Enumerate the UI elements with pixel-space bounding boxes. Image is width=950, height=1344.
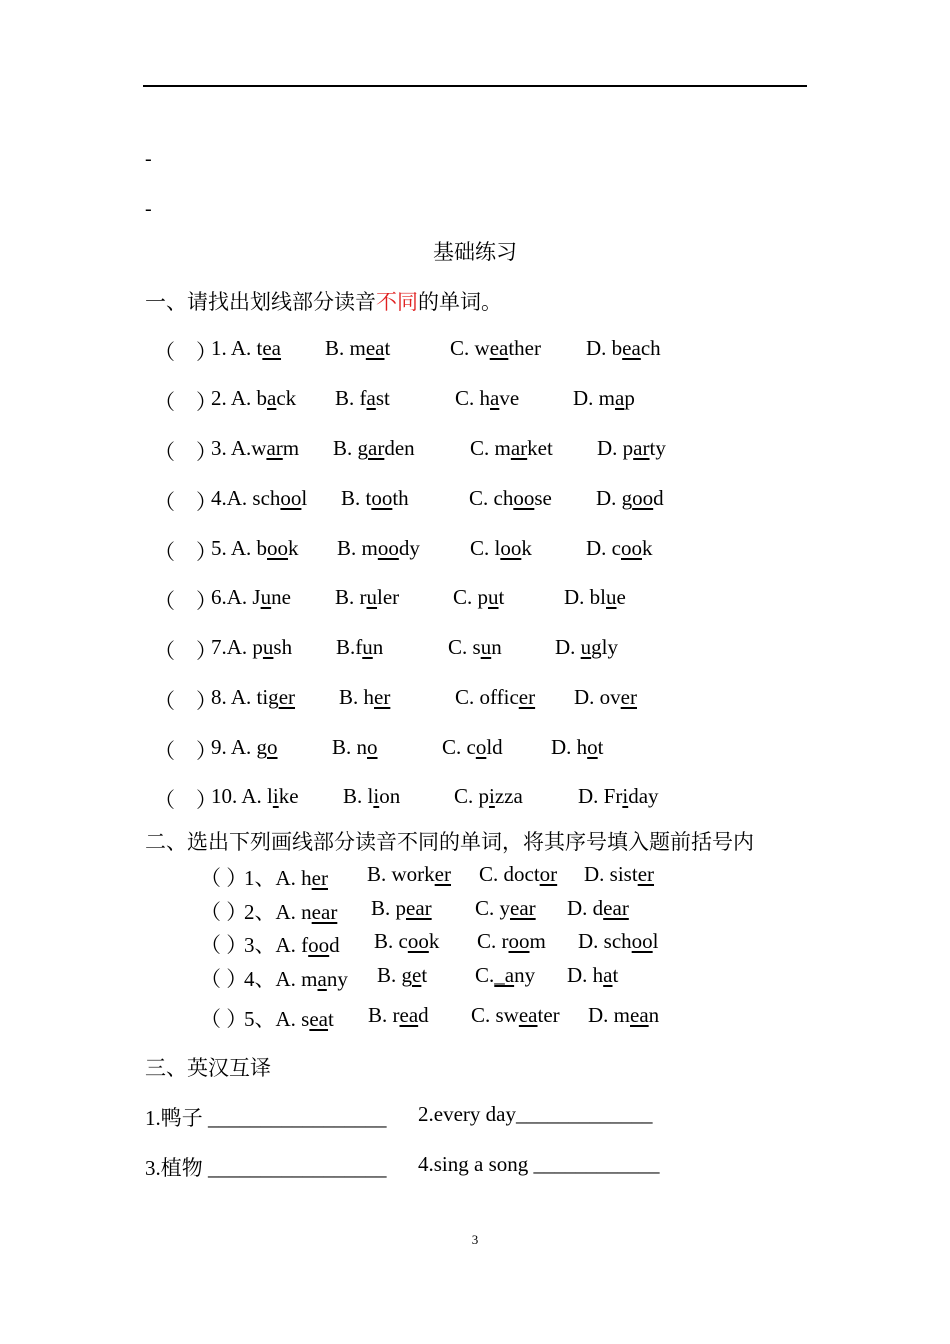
section3-heading: 三、英汉互译 <box>145 1056 271 1080</box>
option-d: D. Friday <box>578 784 659 808</box>
option-a: 2. A. back <box>211 386 297 410</box>
option-a: 10. A. like <box>211 784 299 808</box>
section2-heading: 二、选出下列画线部分读音不同的单词，将其序号填入题前括号内 <box>145 830 754 854</box>
translation-item: 1.鸭子 _________________ <box>145 1106 387 1130</box>
option-d: D. beach <box>586 336 661 360</box>
option-c: C. year <box>475 896 536 920</box>
option-b: B. pear <box>371 896 432 920</box>
option-a: 2、A. near <box>244 900 338 924</box>
option-b: B. meat <box>325 336 391 360</box>
option-a: 7.A. push <box>211 635 293 659</box>
option-d: D. ugly <box>555 635 619 659</box>
answer-paren: （ ） <box>154 689 217 713</box>
option-b: B. moody <box>337 536 420 560</box>
answer-paren: （ ） <box>200 933 248 957</box>
option-c: C. choose <box>469 486 552 510</box>
option-b: B. cook <box>374 929 440 953</box>
option-b: B. no <box>332 735 378 759</box>
dash-mark: - <box>145 148 152 170</box>
option-d: D. hot <box>551 735 604 759</box>
answer-paren: （ ） <box>200 900 248 924</box>
option-c: C. pizza <box>454 784 523 808</box>
option-c: C._any <box>475 963 536 987</box>
option-c: C. have <box>455 386 520 410</box>
option-a: 9. A. go <box>211 735 278 759</box>
option-a: 4、A. many <box>244 967 348 991</box>
option-c: C. look <box>470 536 532 560</box>
option-b: B. get <box>377 963 428 987</box>
answer-paren: （ ） <box>154 589 217 613</box>
option-d: D. dear <box>567 896 629 920</box>
answer-paren: （ ） <box>200 1007 248 1031</box>
option-c: C. put <box>453 585 505 609</box>
answer-paren: （ ） <box>154 788 217 812</box>
option-a: 1、A. her <box>244 866 328 890</box>
option-b: B. lion <box>343 784 401 808</box>
option-a: 8. A. tiger <box>211 685 296 709</box>
option-b: B. garden <box>333 436 415 460</box>
answer-paren: （ ） <box>200 866 248 890</box>
page-title: 基础练习 <box>433 240 517 264</box>
answer-paren: （ ） <box>154 490 217 514</box>
option-a: 3、A. food <box>244 933 340 957</box>
option-b: B. read <box>368 1003 429 1027</box>
translation-item: 4.sing a song ____________ <box>418 1152 660 1176</box>
section1-heading: 一、请找出划线部分读音不同的单词。 <box>145 290 502 314</box>
answer-paren: （ ） <box>154 540 217 564</box>
option-b: B. her <box>339 685 391 709</box>
option-b: B.fun <box>336 635 384 659</box>
option-a: 1. A. tea <box>211 336 282 360</box>
option-d: D. hat <box>567 963 619 987</box>
option-b: B. tooth <box>341 486 409 510</box>
option-c: C. room <box>477 929 546 953</box>
page-number: 3 <box>471 1232 479 1247</box>
option-d: D. good <box>596 486 664 510</box>
option-c: C. sweater <box>471 1003 560 1027</box>
answer-paren: （ ） <box>154 639 217 663</box>
answer-paren: （ ） <box>154 440 217 464</box>
highlight-text: 不同 <box>376 290 418 314</box>
option-d: D. over <box>574 685 637 709</box>
option-d: D. party <box>597 436 666 460</box>
option-a: 5、A. seat <box>244 1007 334 1031</box>
option-c: C. doctor <box>479 862 558 886</box>
option-b: B. ruler <box>335 585 400 609</box>
option-c: C. weather <box>450 336 541 360</box>
option-b: B. worker <box>367 862 451 886</box>
answer-paren: （ ） <box>200 967 248 991</box>
option-a: 5. A. book <box>211 536 299 560</box>
option-d: D. school <box>578 929 659 953</box>
answer-paren: （ ） <box>154 739 217 763</box>
translation-item: 3.植物 _________________ <box>145 1156 387 1180</box>
answer-paren: （ ） <box>154 340 217 364</box>
option-c: C. sun <box>448 635 502 659</box>
option-c: C. officer <box>455 685 536 709</box>
option-c: C. cold <box>442 735 503 759</box>
top-rule <box>143 85 807 87</box>
option-d: D. sister <box>584 862 655 886</box>
option-d: D. mean <box>588 1003 660 1027</box>
answer-paren: （ ） <box>154 390 217 414</box>
option-a: 3. A.warm <box>211 436 300 460</box>
option-a: 4.A. school <box>211 486 308 510</box>
translation-item: 2.every day_____________ <box>418 1102 653 1126</box>
option-d: D. blue <box>564 585 626 609</box>
option-d: D. cook <box>586 536 653 560</box>
option-c: C. market <box>470 436 553 460</box>
option-d: D. map <box>573 386 635 410</box>
dash-mark: - <box>145 198 152 220</box>
option-b: B. fast <box>335 386 390 410</box>
option-a: 6.A. June <box>211 585 291 609</box>
